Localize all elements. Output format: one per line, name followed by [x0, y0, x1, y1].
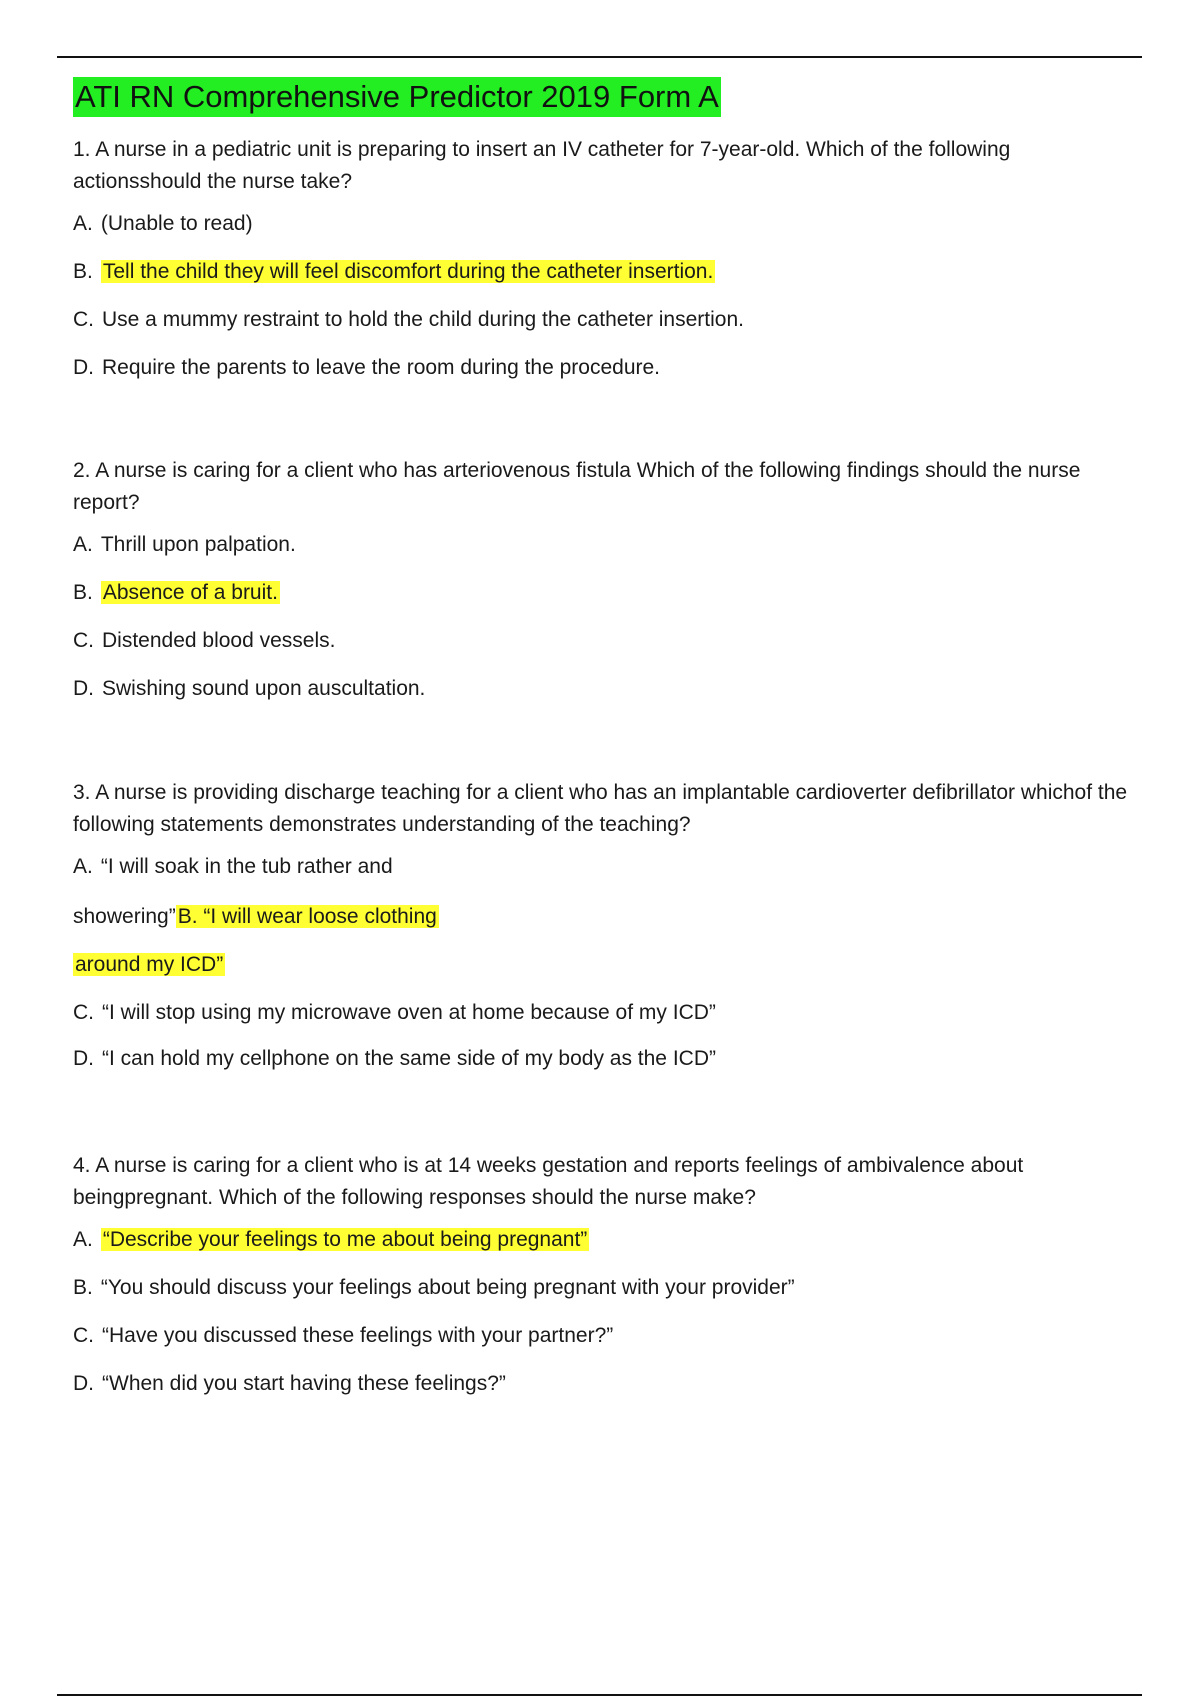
option-letter: A.	[73, 1228, 93, 1251]
question-2-option-c	[73, 627, 1143, 655]
option-text: “I will soak in the tub rather and	[100, 855, 393, 878]
question-3-option-b-line-1	[73, 903, 1143, 931]
highlighted-answer: B. “I will wear loose clothing	[177, 905, 437, 928]
question-2-option-b	[73, 579, 1143, 607]
question-2-option-a	[73, 531, 1143, 559]
question-1-option-c	[73, 306, 1143, 334]
question-3	[73, 777, 1143, 1093]
option-letter: A.	[73, 855, 93, 878]
question-2-option-d	[73, 675, 1143, 703]
question-3-option-b-line-2	[73, 951, 1143, 979]
option-text: “I can hold my cellphone on the same side of my body as the ICD”	[102, 1047, 716, 1070]
option-text: “I will stop using my microwave oven at home because of my ICD”	[102, 1001, 716, 1024]
option-letter: B.	[73, 1276, 93, 1299]
option-text: “Have you discussed these feelings with your partner?”	[102, 1324, 614, 1347]
document-title: ATI RN Comprehensive Predictor 2019 Form A	[73, 77, 721, 117]
question-1-option-b	[73, 258, 1143, 286]
option-text: Distended blood vessels.	[102, 629, 336, 652]
question-4	[73, 1150, 1143, 1418]
question-3-option-a	[73, 853, 1143, 881]
option-text: “When did you start having these feelings?”	[102, 1372, 506, 1395]
option-letter: A.	[73, 533, 93, 556]
option-text: Require the parents to leave the room during the procedure.	[102, 356, 661, 379]
highlighted-answer: “Describe your feelings to me about being pregnant”	[102, 1228, 588, 1251]
option-text: showering”	[73, 905, 176, 928]
option-letter: B.	[73, 581, 93, 604]
question-1-text: 1. A nurse in a pediatric unit is preparing to insert an IV catheter for 7-year-old. Which of the following actionsshould the nurse take?	[73, 138, 1011, 193]
option-letter: D.	[73, 1047, 94, 1070]
question-3-option-d	[73, 1045, 1143, 1073]
option-letter: C.	[73, 308, 94, 331]
option-text: Swishing sound upon auscultation.	[102, 677, 426, 700]
option-text: (Unable to read)	[100, 212, 253, 235]
option-letter: C.	[73, 1001, 94, 1024]
question-4-option-a	[73, 1226, 1143, 1254]
top-divider	[57, 56, 1142, 58]
question-1-option-a	[73, 210, 1143, 238]
question-3-option-c	[73, 999, 1143, 1027]
option-letter: C.	[73, 629, 94, 652]
option-letter: C.	[73, 1324, 94, 1347]
option-letter: D.	[73, 1372, 94, 1395]
option-text: Thrill upon palpation.	[100, 533, 296, 556]
question-3-text: 3. A nurse is providing discharge teaching for a client who has an implantable cardioverter defibrillator whichof the following statements demonstrates understanding of the teaching?	[73, 781, 1128, 836]
question-4-option-d	[73, 1370, 1143, 1398]
highlighted-answer: Tell the child they will feel discomfort during the catheter insertion.	[102, 260, 714, 283]
option-letter: D.	[73, 356, 94, 379]
question-4-option-b	[73, 1274, 1143, 1302]
option-letter: D.	[73, 677, 94, 700]
highlighted-answer: around my ICD”	[75, 953, 224, 976]
question-2-text: 2. A nurse is caring for a client who has arteriovenous fistula Which of the following findings should the nurse report?	[73, 459, 1081, 514]
question-4-text: 4. A nurse is caring for a client who is at 14 weeks gestation and reports feelings of ambivalence about beingpregnant. Which of the following responses should the nurse make?	[73, 1154, 1024, 1209]
question-2	[73, 455, 1143, 723]
option-text: Use a mummy restraint to hold the child during the catheter insertion.	[102, 308, 744, 331]
question-1	[73, 134, 1143, 402]
highlighted-answer: Absence of a bruit.	[102, 581, 278, 604]
question-4-option-c	[73, 1322, 1143, 1350]
option-letter: A.	[73, 212, 93, 235]
option-text: “You should discuss your feelings about being pregnant with your provider”	[100, 1276, 795, 1299]
bottom-divider	[57, 1694, 1142, 1696]
option-letter: B.	[73, 260, 93, 283]
question-1-option-d	[73, 354, 1143, 382]
